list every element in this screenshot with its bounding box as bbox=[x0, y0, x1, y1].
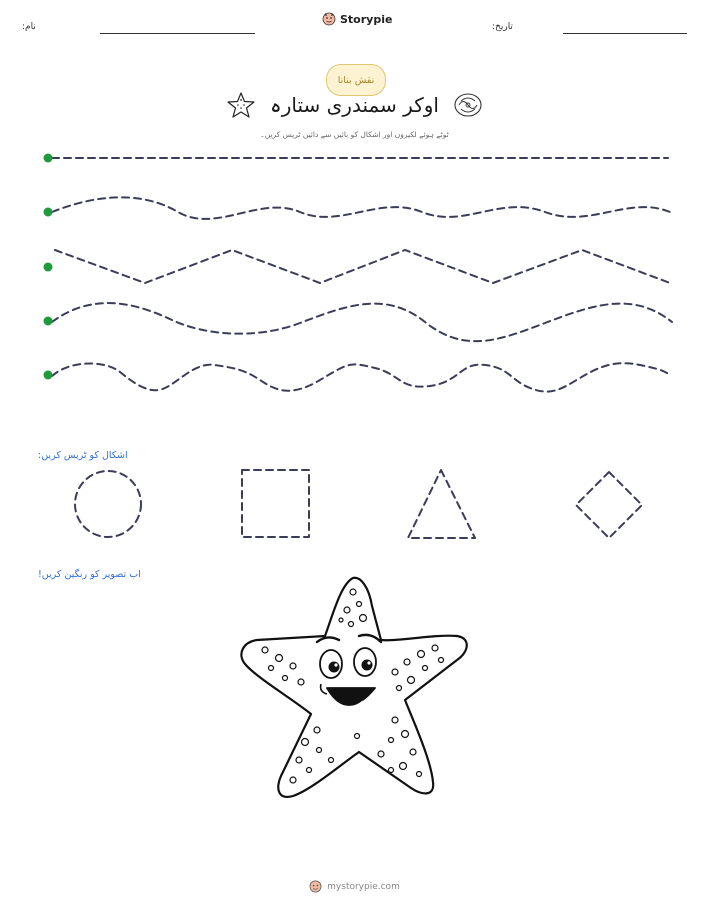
coloring-section-label: اب تصویر کو رنگین کریں! bbox=[38, 569, 141, 580]
name-write-line[interactable] bbox=[100, 33, 255, 34]
shapes-section-label: اشکال کو ٹریس کریں: bbox=[38, 450, 128, 461]
instructions-text: ٹوٹے ہوئے لکیروں اور اشکال کو بائیں سے دائیں ٹریس کریں۔ bbox=[260, 130, 449, 139]
start-dot bbox=[44, 263, 53, 272]
tracing-line-big-wave[interactable] bbox=[52, 303, 672, 341]
date-write-line[interactable] bbox=[563, 33, 687, 34]
tracing-line-zigzag[interactable] bbox=[55, 250, 670, 283]
storypie-mascot-icon bbox=[309, 880, 322, 893]
start-dot bbox=[44, 208, 53, 217]
tracing-shapes-area bbox=[0, 462, 709, 547]
trace-circle-shape[interactable] bbox=[75, 471, 141, 537]
date-label: تاریخ: bbox=[492, 22, 513, 32]
brand-name: Storypie bbox=[340, 12, 393, 26]
start-dot bbox=[44, 317, 53, 326]
activity-badge: نقش بنانا bbox=[326, 64, 386, 96]
tracing-line-wave[interactable] bbox=[52, 197, 670, 219]
footer-site-link[interactable]: mystorypie.com bbox=[327, 881, 400, 892]
starfish-outline-icon bbox=[226, 91, 256, 119]
starfish-coloring-picture[interactable] bbox=[235, 570, 475, 810]
trace-diamond-shape[interactable] bbox=[576, 472, 642, 538]
start-dot bbox=[44, 154, 53, 163]
page-title-row bbox=[0, 91, 709, 124]
footer bbox=[0, 880, 709, 893]
name-label: نام: bbox=[22, 22, 36, 32]
tracing-lines-area bbox=[0, 140, 709, 400]
start-dot bbox=[44, 371, 53, 380]
brand-logo bbox=[322, 12, 392, 26]
trace-triangle-shape[interactable] bbox=[408, 470, 475, 538]
storypie-mascot-icon bbox=[322, 12, 336, 26]
trace-square-shape[interactable] bbox=[242, 470, 309, 537]
page-title: اوکر سمندری ستارہ bbox=[270, 93, 439, 117]
sea-creature-doodle-icon bbox=[453, 92, 483, 118]
tracing-line-bumps[interactable] bbox=[52, 363, 670, 391]
